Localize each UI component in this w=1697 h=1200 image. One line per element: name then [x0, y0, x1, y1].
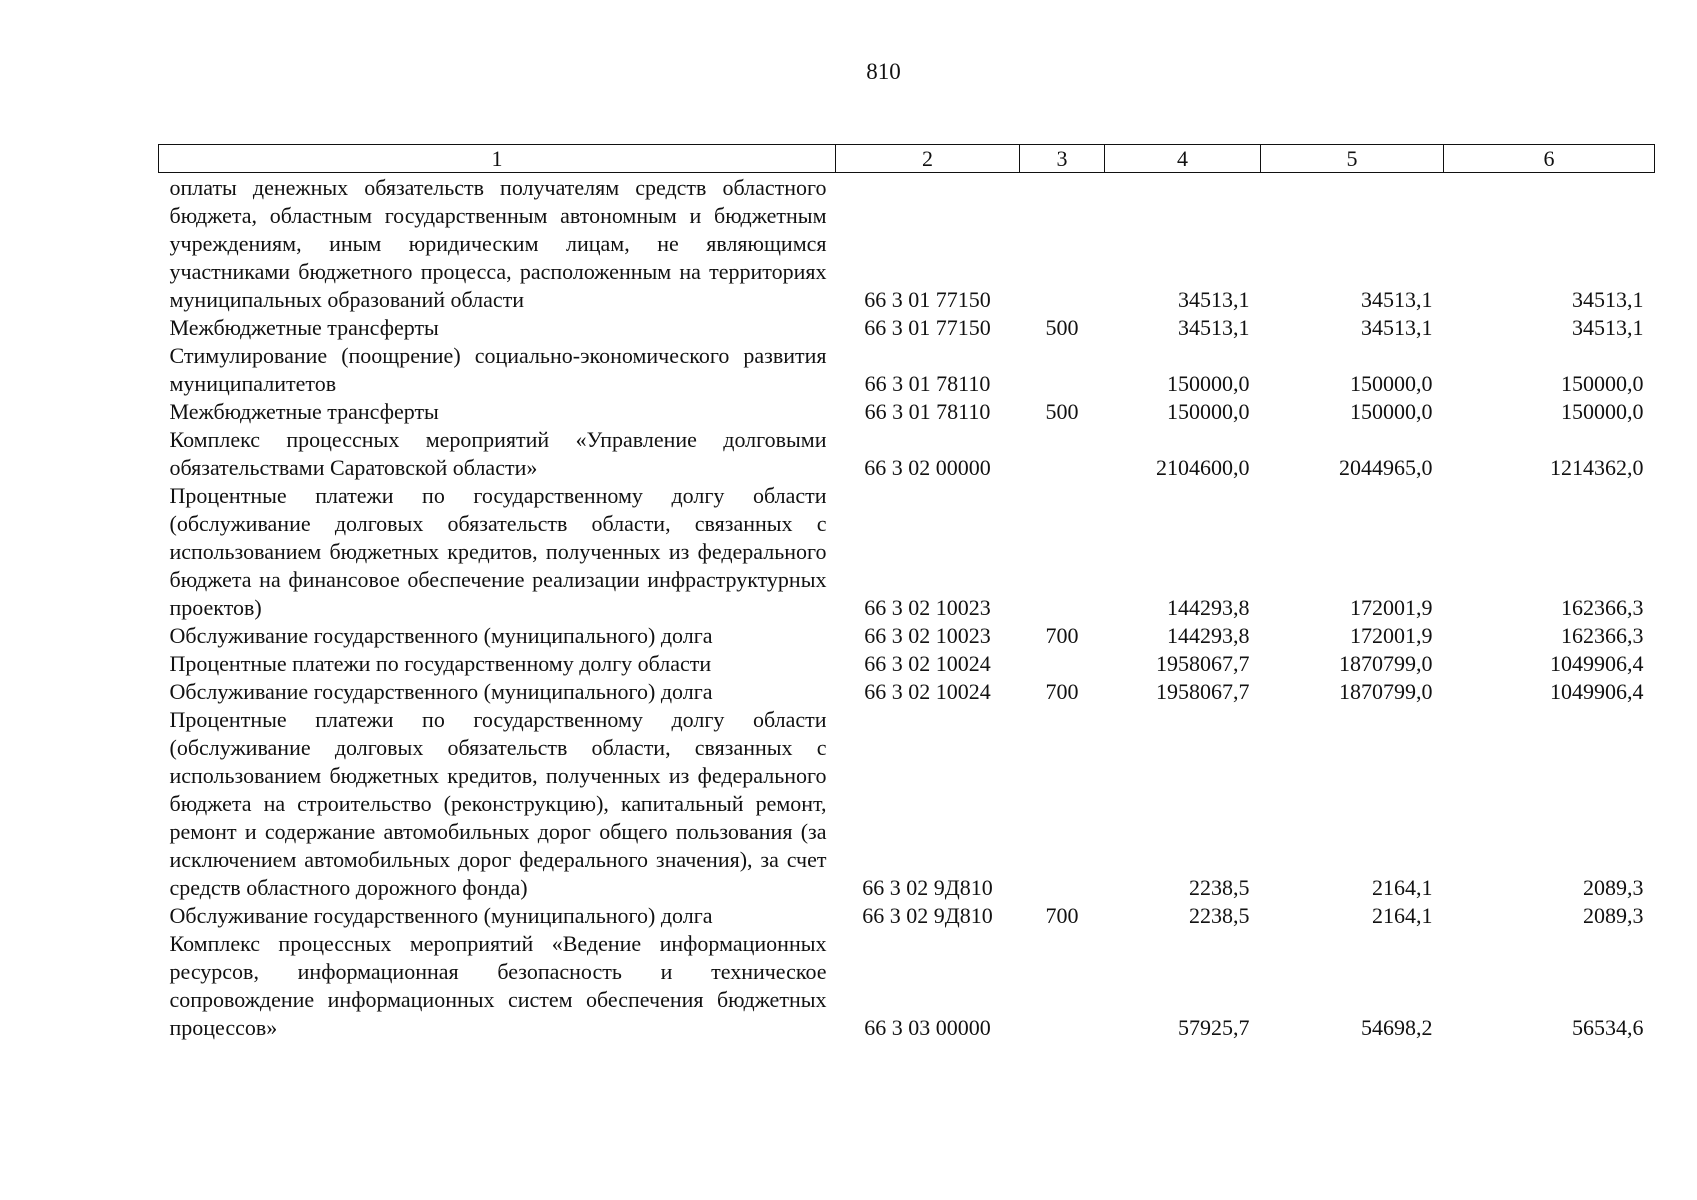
- table-row: [159, 650, 1655, 678]
- row-expense-kind: [1020, 482, 1105, 622]
- row-name: Межбюджетные трансферты: [169, 315, 439, 340]
- row-target-code: 66 3 02 10024: [864, 651, 991, 676]
- row-value-4: 2238,5: [1189, 903, 1250, 928]
- column-header-2: 2: [836, 145, 1020, 173]
- row-value-5: 172001,9: [1350, 595, 1433, 620]
- row-value-6: 150000,0: [1561, 399, 1644, 424]
- row-name: Обслуживание государственного (муниципального) долга: [169, 679, 713, 704]
- table-row: [159, 622, 1655, 650]
- row-name: Комплекс процессных мероприятий «Управление долговыми обязательствами Саратовской области»: [169, 427, 827, 480]
- row-value-6: 1049906,4: [1550, 651, 1644, 676]
- column-number-header: [159, 145, 1655, 173]
- row-value-5: 1870799,0: [1339, 651, 1433, 676]
- row-expense-kind: [1020, 173, 1105, 315]
- row-value-4: 150000,0: [1167, 371, 1250, 396]
- row-value-5: 1870799,0: [1339, 679, 1433, 704]
- row-target-code: 66 3 01 78110: [864, 399, 991, 424]
- row-target-code: 66 3 02 10023: [864, 623, 991, 648]
- row-value-6: 2089,3: [1583, 875, 1644, 900]
- row-target-code: 66 3 01 77150: [864, 315, 991, 340]
- row-expense-kind: 500: [1045, 315, 1079, 340]
- row-expense-kind: [1020, 342, 1105, 398]
- row-expense-kind: [1020, 930, 1105, 1042]
- row-value-4: 2104600,0: [1156, 455, 1250, 480]
- table-row: [159, 930, 1655, 1042]
- row-expense-kind: 700: [1045, 623, 1079, 648]
- row-target-code: 66 3 01 78110: [864, 371, 991, 396]
- row-value-6: 162366,3: [1561, 623, 1644, 648]
- row-value-6: 150000,0: [1561, 371, 1644, 396]
- row-expense-kind: [1020, 426, 1105, 482]
- row-value-4: 2238,5: [1189, 875, 1250, 900]
- row-expense-kind: 700: [1045, 679, 1079, 704]
- row-target-code: 66 3 02 10023: [864, 595, 991, 620]
- row-value-6: 162366,3: [1561, 595, 1644, 620]
- row-value-5: 2164,1: [1372, 903, 1433, 928]
- row-value-6: 1049906,4: [1550, 679, 1644, 704]
- table-row: [159, 426, 1655, 482]
- row-value-4: 57925,7: [1178, 1015, 1250, 1040]
- table-row: [159, 342, 1655, 398]
- table-row: [159, 706, 1655, 902]
- row-name: оплаты денежных обязательств получателям средств областного бюджета, областным государственным автономным и бюджетным учреждениям, иным юридическим лицам, не являющимся участниками бюджетного процесса, расположенным на территориях муниципальных образований области: [169, 175, 827, 312]
- row-target-code: 66 3 02 00000: [864, 455, 991, 480]
- table-row: [159, 902, 1655, 930]
- column-header-6: 6: [1444, 145, 1655, 173]
- row-name: Процентные платежи по государственному долгу области: [169, 651, 712, 676]
- row-value-4: 144293,8: [1167, 595, 1250, 620]
- row-expense-kind: 700: [1045, 903, 1079, 928]
- table-row: [159, 678, 1655, 706]
- column-header-1: 1: [159, 145, 836, 173]
- table-row: [159, 173, 1655, 315]
- row-name: Стимулирование (поощрение) социально-экономического развития муниципалитетов: [169, 343, 827, 396]
- table-row: [159, 482, 1655, 622]
- row-expense-kind: [1020, 650, 1105, 678]
- row-value-5: 150000,0: [1350, 371, 1433, 396]
- row-value-4: 150000,0: [1167, 399, 1250, 424]
- row-expense-kind: [1020, 706, 1105, 902]
- column-header-4: 4: [1105, 145, 1261, 173]
- row-value-5: 2044965,0: [1339, 455, 1433, 480]
- row-target-code: 66 3 01 77150: [864, 287, 991, 312]
- row-value-6: 34513,1: [1572, 315, 1644, 340]
- row-name: Обслуживание государственного (муниципального) долга: [169, 623, 713, 648]
- row-value-6: 2089,3: [1583, 903, 1644, 928]
- page-number: 810: [866, 59, 901, 84]
- row-target-code: 66 3 03 00000: [864, 1015, 991, 1040]
- row-value-4: 1958067,7: [1156, 651, 1250, 676]
- row-name: Комплекс процессных мероприятий «Ведение информационных ресурсов, информационная безопасность и техническое сопровождение информационных систем обеспечения бюджетных процессов»: [169, 931, 827, 1040]
- row-name: Процентные платежи по государственному долгу области (обслуживание долговых обязательств области, связанных с использованием бюджетных кредитов, полученных из федерального бюджета на строительство (реконструкцию), капитальный ремонт, ремонт и содержание автомобильных дорог общего пользования (за исключением автомобильных дорог федерального значения), за счет средств областного дорожного фонда): [169, 707, 827, 900]
- row-expense-kind: 500: [1045, 399, 1079, 424]
- row-value-6: 56534,6: [1572, 1015, 1644, 1040]
- row-value-6: 34513,1: [1572, 287, 1644, 312]
- row-target-code: 66 3 02 9Д810: [862, 875, 993, 900]
- row-value-5: 34513,1: [1361, 315, 1433, 340]
- row-value-4: 34513,1: [1178, 287, 1250, 312]
- row-value-5: 54698,2: [1361, 1015, 1433, 1040]
- table-row: [159, 314, 1655, 342]
- row-value-4: 144293,8: [1167, 623, 1250, 648]
- row-name: Обслуживание государственного (муниципального) долга: [169, 903, 713, 928]
- row-value-5: 150000,0: [1350, 399, 1433, 424]
- row-target-code: 66 3 02 9Д810: [862, 903, 993, 928]
- row-value-4: 1958067,7: [1156, 679, 1250, 704]
- row-value-4: 34513,1: [1178, 315, 1250, 340]
- row-name: Процентные платежи по государственному долгу области (обслуживание долговых обязательств области, связанных с использованием бюджетных кредитов, полученных из федерального бюджета на финансовое обеспечение реализации инфраструктурных проектов): [169, 483, 827, 620]
- column-header-3: 3: [1020, 145, 1105, 173]
- row-value-6: 1214362,0: [1550, 455, 1644, 480]
- row-target-code: 66 3 02 10024: [864, 679, 991, 704]
- row-value-5: 34513,1: [1361, 287, 1433, 312]
- row-value-5: 172001,9: [1350, 623, 1433, 648]
- row-value-5: 2164,1: [1372, 875, 1433, 900]
- table-row: [159, 398, 1655, 426]
- row-name: Межбюджетные трансферты: [169, 399, 439, 424]
- budget-table: [158, 144, 1655, 1042]
- column-header-5: 5: [1261, 145, 1444, 173]
